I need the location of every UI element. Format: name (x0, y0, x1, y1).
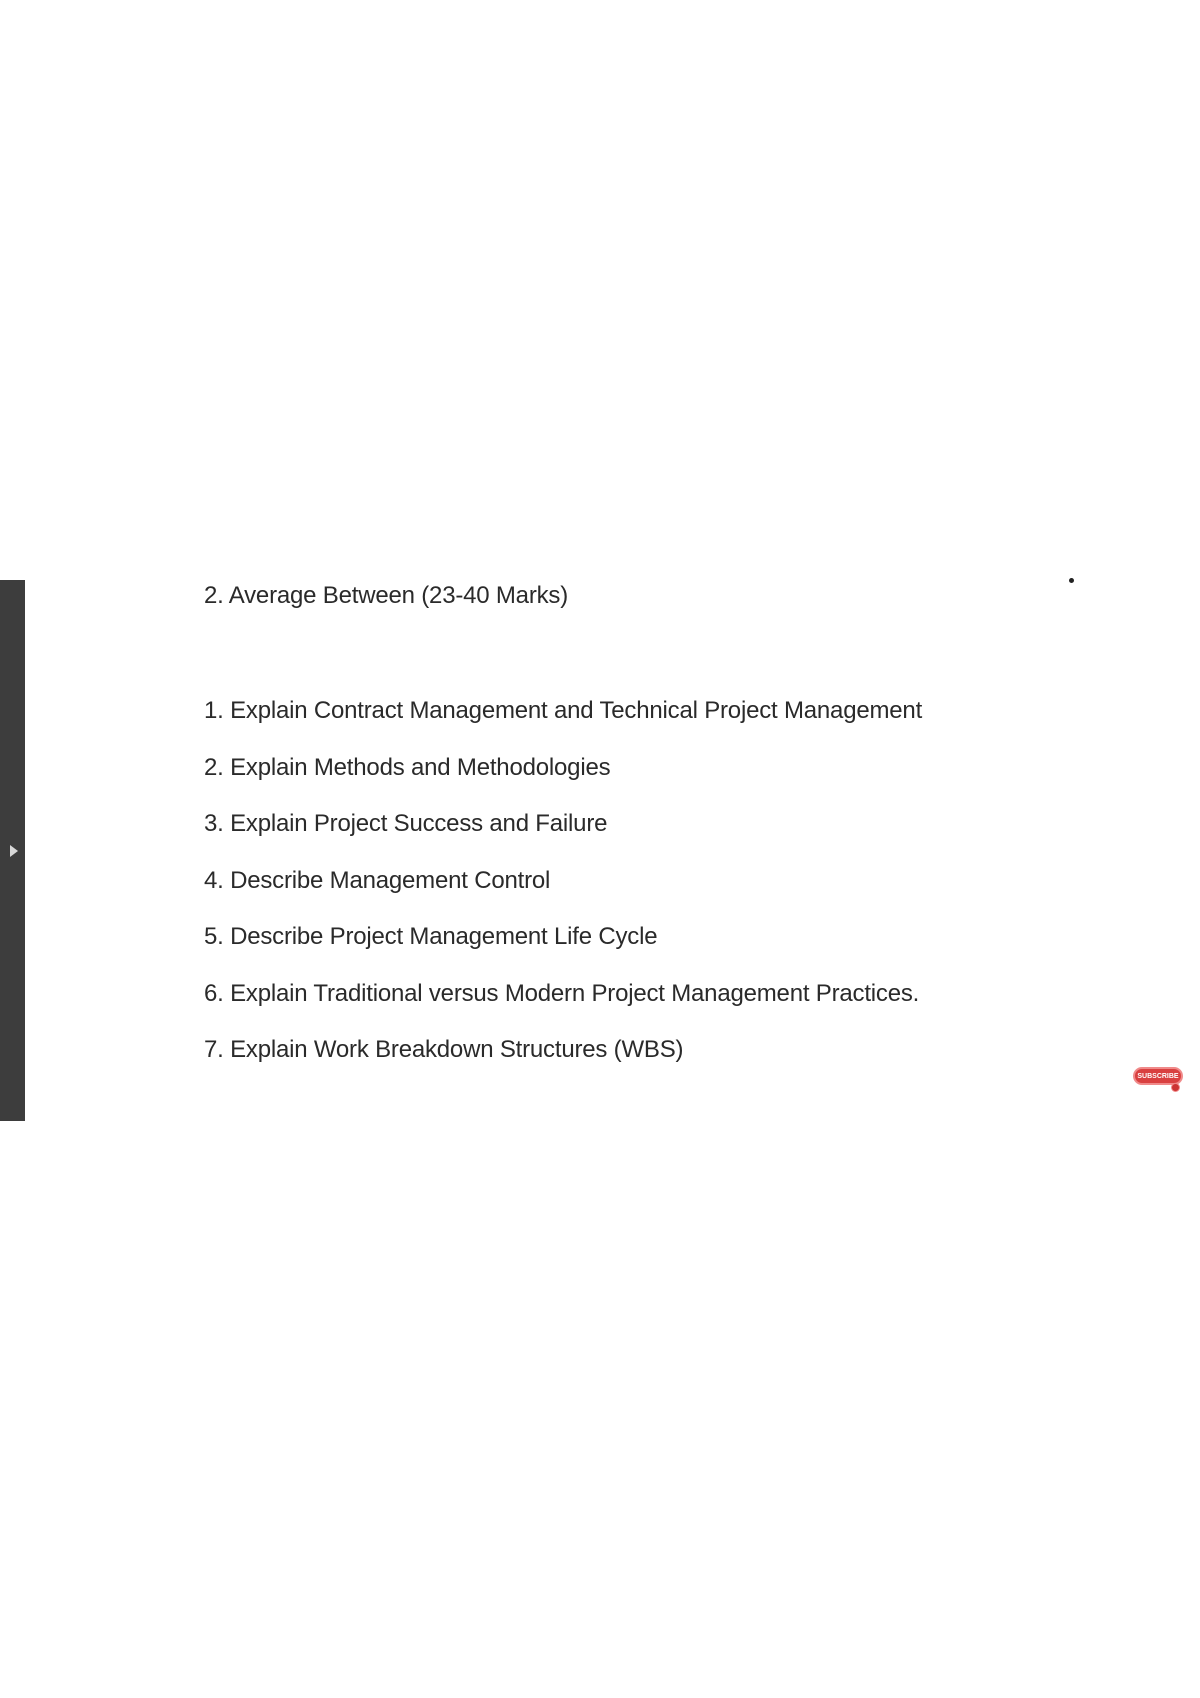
question-list (204, 695, 922, 1091)
question-item: 4. Describe Management Control (204, 866, 551, 894)
question-item: 5. Describe Project Management Life Cycle (204, 923, 658, 950)
side-panel-toggle[interactable] (0, 580, 25, 1121)
question-item: 3. Explain Project Success and Failure (204, 810, 608, 837)
question-item: 6. Explain Traditional versus Modern Project Management Practices. (204, 979, 920, 1007)
play-triangle-icon[interactable] (10, 845, 18, 857)
dot-mark (1069, 578, 1074, 583)
subscribe-button[interactable]: SUBSCRIBE (1133, 1067, 1183, 1085)
section-heading: 2. Average Between (23-40 Marks) (204, 582, 569, 609)
question-item: 2. Explain Methods and Methodologies (204, 753, 611, 781)
question-item: 7. Explain Work Breakdown Structures (WBS) (204, 1036, 684, 1063)
question-item: 1. Explain Contract Management and Technical Project Management (204, 697, 923, 724)
